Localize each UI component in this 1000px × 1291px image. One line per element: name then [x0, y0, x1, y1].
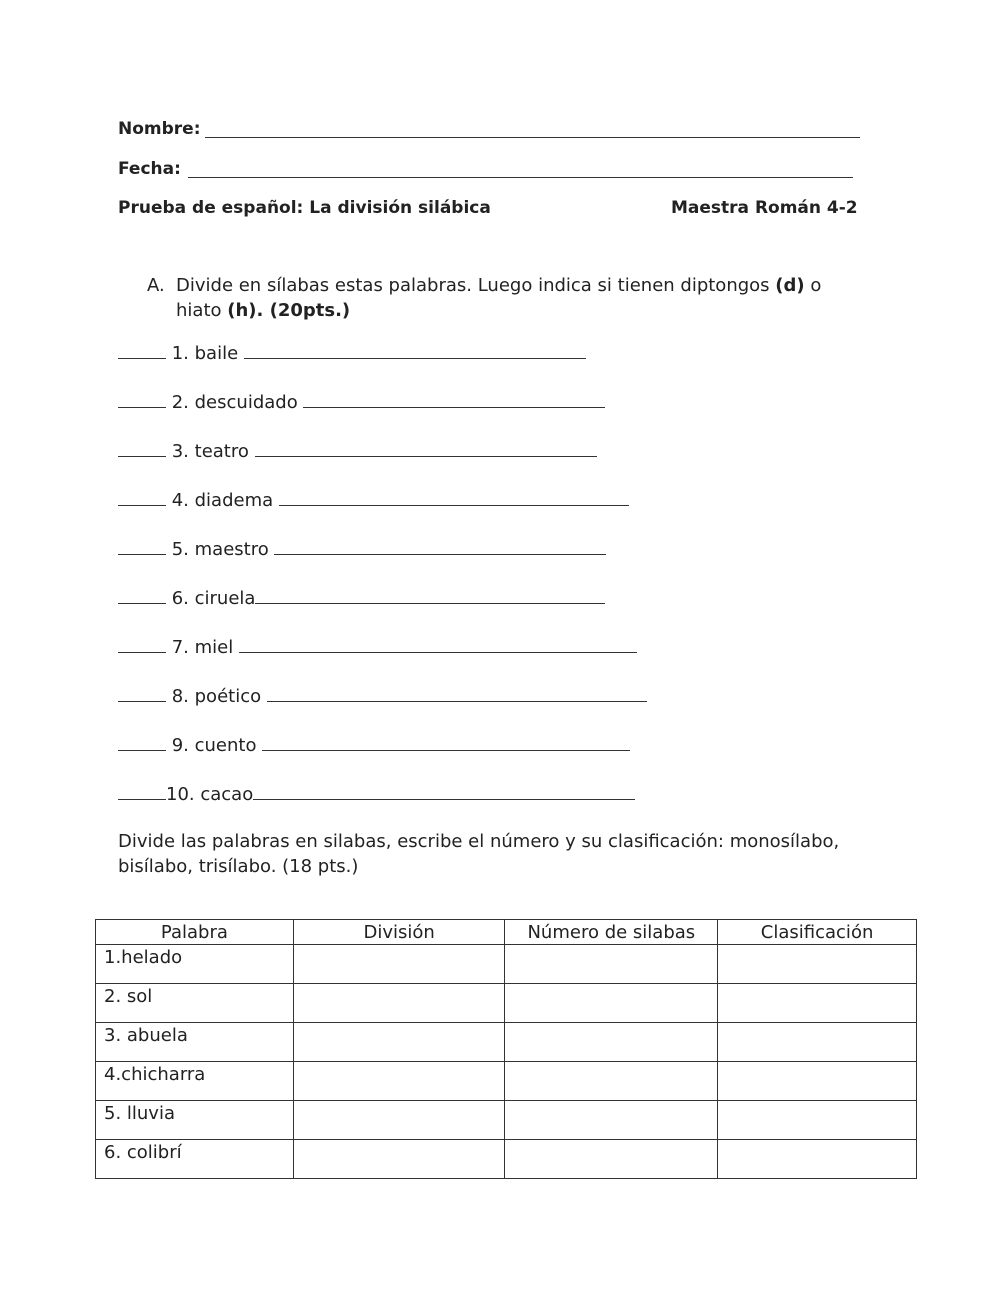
word-label: 8. poético [171, 686, 262, 707]
column-header-clasificacion: Clasificación [718, 920, 917, 945]
syllable-division-blank[interactable] [244, 340, 586, 359]
word-label: 2. descuidado [171, 392, 298, 413]
column-header-numero-silabas: Número de silabas [505, 920, 718, 945]
classification-cell[interactable] [718, 1062, 917, 1101]
section-b-instruction-line2: bisílabo, trisílabo. (18 pts.) [118, 856, 359, 877]
syllable-count-cell[interactable] [505, 1023, 718, 1062]
answer-type-blank[interactable] [118, 683, 166, 702]
classification-cell[interactable] [718, 1023, 917, 1062]
list-item [118, 634, 637, 660]
list-item [118, 536, 606, 562]
instruction-text: hiato [176, 300, 228, 321]
word-label: 5. maestro [171, 539, 269, 560]
division-cell[interactable] [293, 984, 505, 1023]
word-cell: 3. abuela [96, 1023, 294, 1062]
classification-cell[interactable] [718, 984, 917, 1023]
word-cell: 2. sol [96, 984, 294, 1023]
answer-type-blank[interactable] [118, 634, 166, 653]
word-label: 1. baile [171, 343, 239, 364]
list-item [118, 389, 605, 415]
list-item [118, 781, 635, 807]
hiatus-code-points: (h). (20pts.) [227, 300, 351, 321]
answer-type-blank[interactable] [118, 340, 166, 359]
word-cell: 4.chicharra [96, 1062, 294, 1101]
list-item [118, 732, 630, 758]
answer-type-blank[interactable] [118, 487, 166, 506]
word-label: 6. ciruela [171, 588, 256, 609]
table-row [96, 984, 917, 1023]
name-label: Nombre: [118, 119, 201, 139]
diphthong-code: (d) [775, 275, 805, 296]
syllable-division-blank[interactable] [303, 389, 605, 408]
word-cell: 6. colibrí [96, 1140, 294, 1179]
syllable-division-blank[interactable] [274, 536, 606, 555]
section-a-instruction-line2 [176, 300, 350, 321]
classification-cell[interactable] [718, 1140, 917, 1179]
table-header-row [96, 920, 917, 945]
syllable-division-blank[interactable] [279, 487, 629, 506]
syllable-division-blank[interactable] [267, 683, 647, 702]
answer-type-blank[interactable] [118, 585, 166, 604]
word-cell: 5. lluvia [96, 1101, 294, 1140]
syllable-classification-table [95, 919, 917, 1179]
test-title: Prueba de español: La división silábica [118, 198, 491, 218]
classification-cell[interactable] [718, 945, 917, 984]
table-row [96, 1140, 917, 1179]
syllable-division-blank[interactable] [253, 781, 635, 800]
table-row [96, 1023, 917, 1062]
table-row [96, 1101, 917, 1140]
classification-cell[interactable] [718, 1101, 917, 1140]
division-cell[interactable] [293, 1101, 505, 1140]
syllable-count-cell[interactable] [505, 945, 718, 984]
list-item [118, 340, 586, 366]
syllable-division-blank[interactable] [262, 732, 630, 751]
teacher-label: Maestra Román 4-2 [671, 198, 858, 218]
section-a-marker: A. [147, 275, 165, 296]
answer-type-blank[interactable] [118, 389, 166, 408]
division-cell[interactable] [293, 1062, 505, 1101]
syllable-division-blank[interactable] [239, 634, 637, 653]
name-field[interactable] [205, 137, 860, 138]
word-cell: 1.helado [96, 945, 294, 984]
date-label: Fecha: [118, 159, 181, 179]
word-label: 4. diadema [171, 490, 274, 511]
list-item [118, 487, 629, 513]
word-label: 9. cuento [171, 735, 257, 756]
list-item [118, 683, 647, 709]
answer-type-blank[interactable] [118, 781, 166, 800]
list-item [118, 585, 605, 611]
division-cell[interactable] [293, 1023, 505, 1062]
section-b-instruction-line1: Divide las palabras en silabas, escribe el número y su clasificación: monosílabo, [118, 831, 840, 852]
instruction-text: Divide en sílabas estas palabras. Luego indica si tienen diptongos [176, 275, 776, 296]
table-row [96, 945, 917, 984]
answer-type-blank[interactable] [118, 536, 166, 555]
column-header-division: División [293, 920, 505, 945]
instruction-text: o [804, 275, 822, 296]
syllable-division-blank[interactable] [255, 585, 605, 604]
word-label: 3. teatro [171, 441, 249, 462]
syllable-count-cell[interactable] [505, 1101, 718, 1140]
answer-type-blank[interactable] [118, 732, 166, 751]
section-a-instruction-line1 [176, 275, 821, 296]
division-cell[interactable] [293, 1140, 505, 1179]
table-row [96, 1062, 917, 1101]
syllable-count-cell[interactable] [505, 1062, 718, 1101]
division-cell[interactable] [293, 945, 505, 984]
answer-type-blank[interactable] [118, 438, 166, 457]
syllable-count-cell[interactable] [505, 1140, 718, 1179]
list-item [118, 438, 597, 464]
word-label: 10. cacao [166, 784, 254, 805]
column-header-palabra: Palabra [96, 920, 294, 945]
syllable-division-blank[interactable] [255, 438, 597, 457]
date-field[interactable] [188, 177, 853, 178]
word-label: 7. miel [171, 637, 234, 658]
syllable-count-cell[interactable] [505, 984, 718, 1023]
